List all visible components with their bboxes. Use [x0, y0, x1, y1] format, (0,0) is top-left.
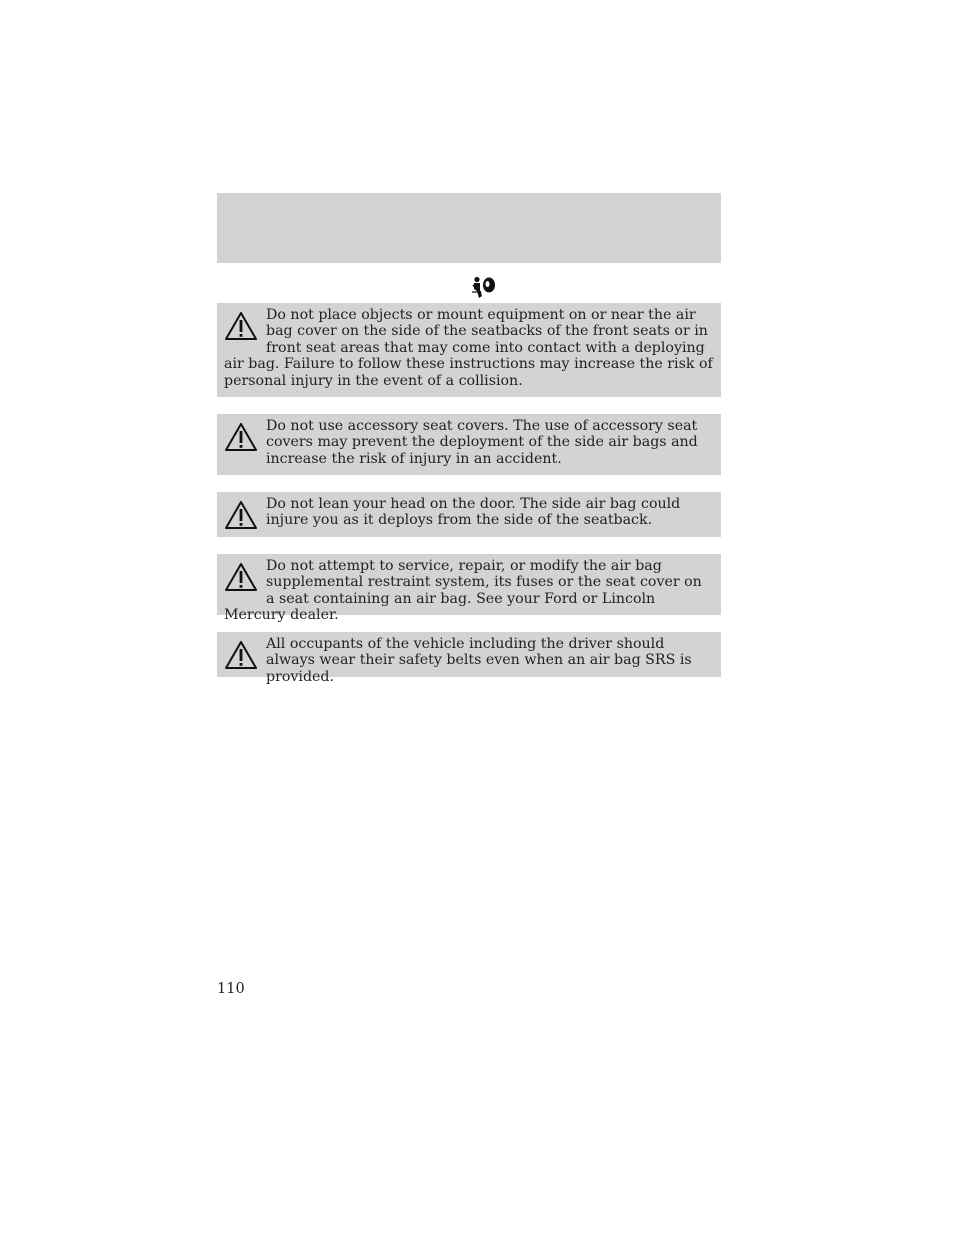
warning-triangle-icon — [224, 311, 258, 341]
warning-box — [217, 554, 721, 624]
warning-box — [217, 303, 721, 397]
warning-triangle-icon — [224, 500, 258, 530]
page-number: 110 — [217, 981, 245, 997]
warning-text: Do not use accessory seat covers. The use of accessory seat covers may prevent the deployment of the side air bags and increase the risk of injury in an accident. — [266, 418, 698, 467]
header-band — [217, 193, 721, 263]
warning-triangle-icon — [224, 640, 258, 670]
warning-box — [217, 414, 721, 475]
warning-box — [217, 492, 721, 537]
warning-text: Do not attempt to service, repair, or modify the air bag supplemental restraint system, its fuses or the seat cover on a seat containing an air bag. See your Ford or Lincoln Mercury dealer. — [224, 558, 702, 624]
warning-text: All occupants of the vehicle including the driver should always wear their safety belts even when an air bag SRS is provided. — [266, 636, 692, 685]
warning-text: Do not place objects or mount equipment on or near the air bag cover on the side of the seatbacks of the front seats or in front seat areas that may come into contact with a deploying air bag. Failure to follow these instructions may increase the risk of personal injury in the event of a collision. — [224, 307, 713, 389]
seatbelt-airbag-icon — [470, 276, 496, 300]
warning-triangle-icon — [224, 422, 258, 452]
warning-text: Do not lean your head on the door. The side air bag could injure you as it deploys from the side of the seatback. — [266, 496, 681, 529]
warning-triangle-icon — [224, 562, 258, 592]
warning-box — [217, 632, 721, 685]
